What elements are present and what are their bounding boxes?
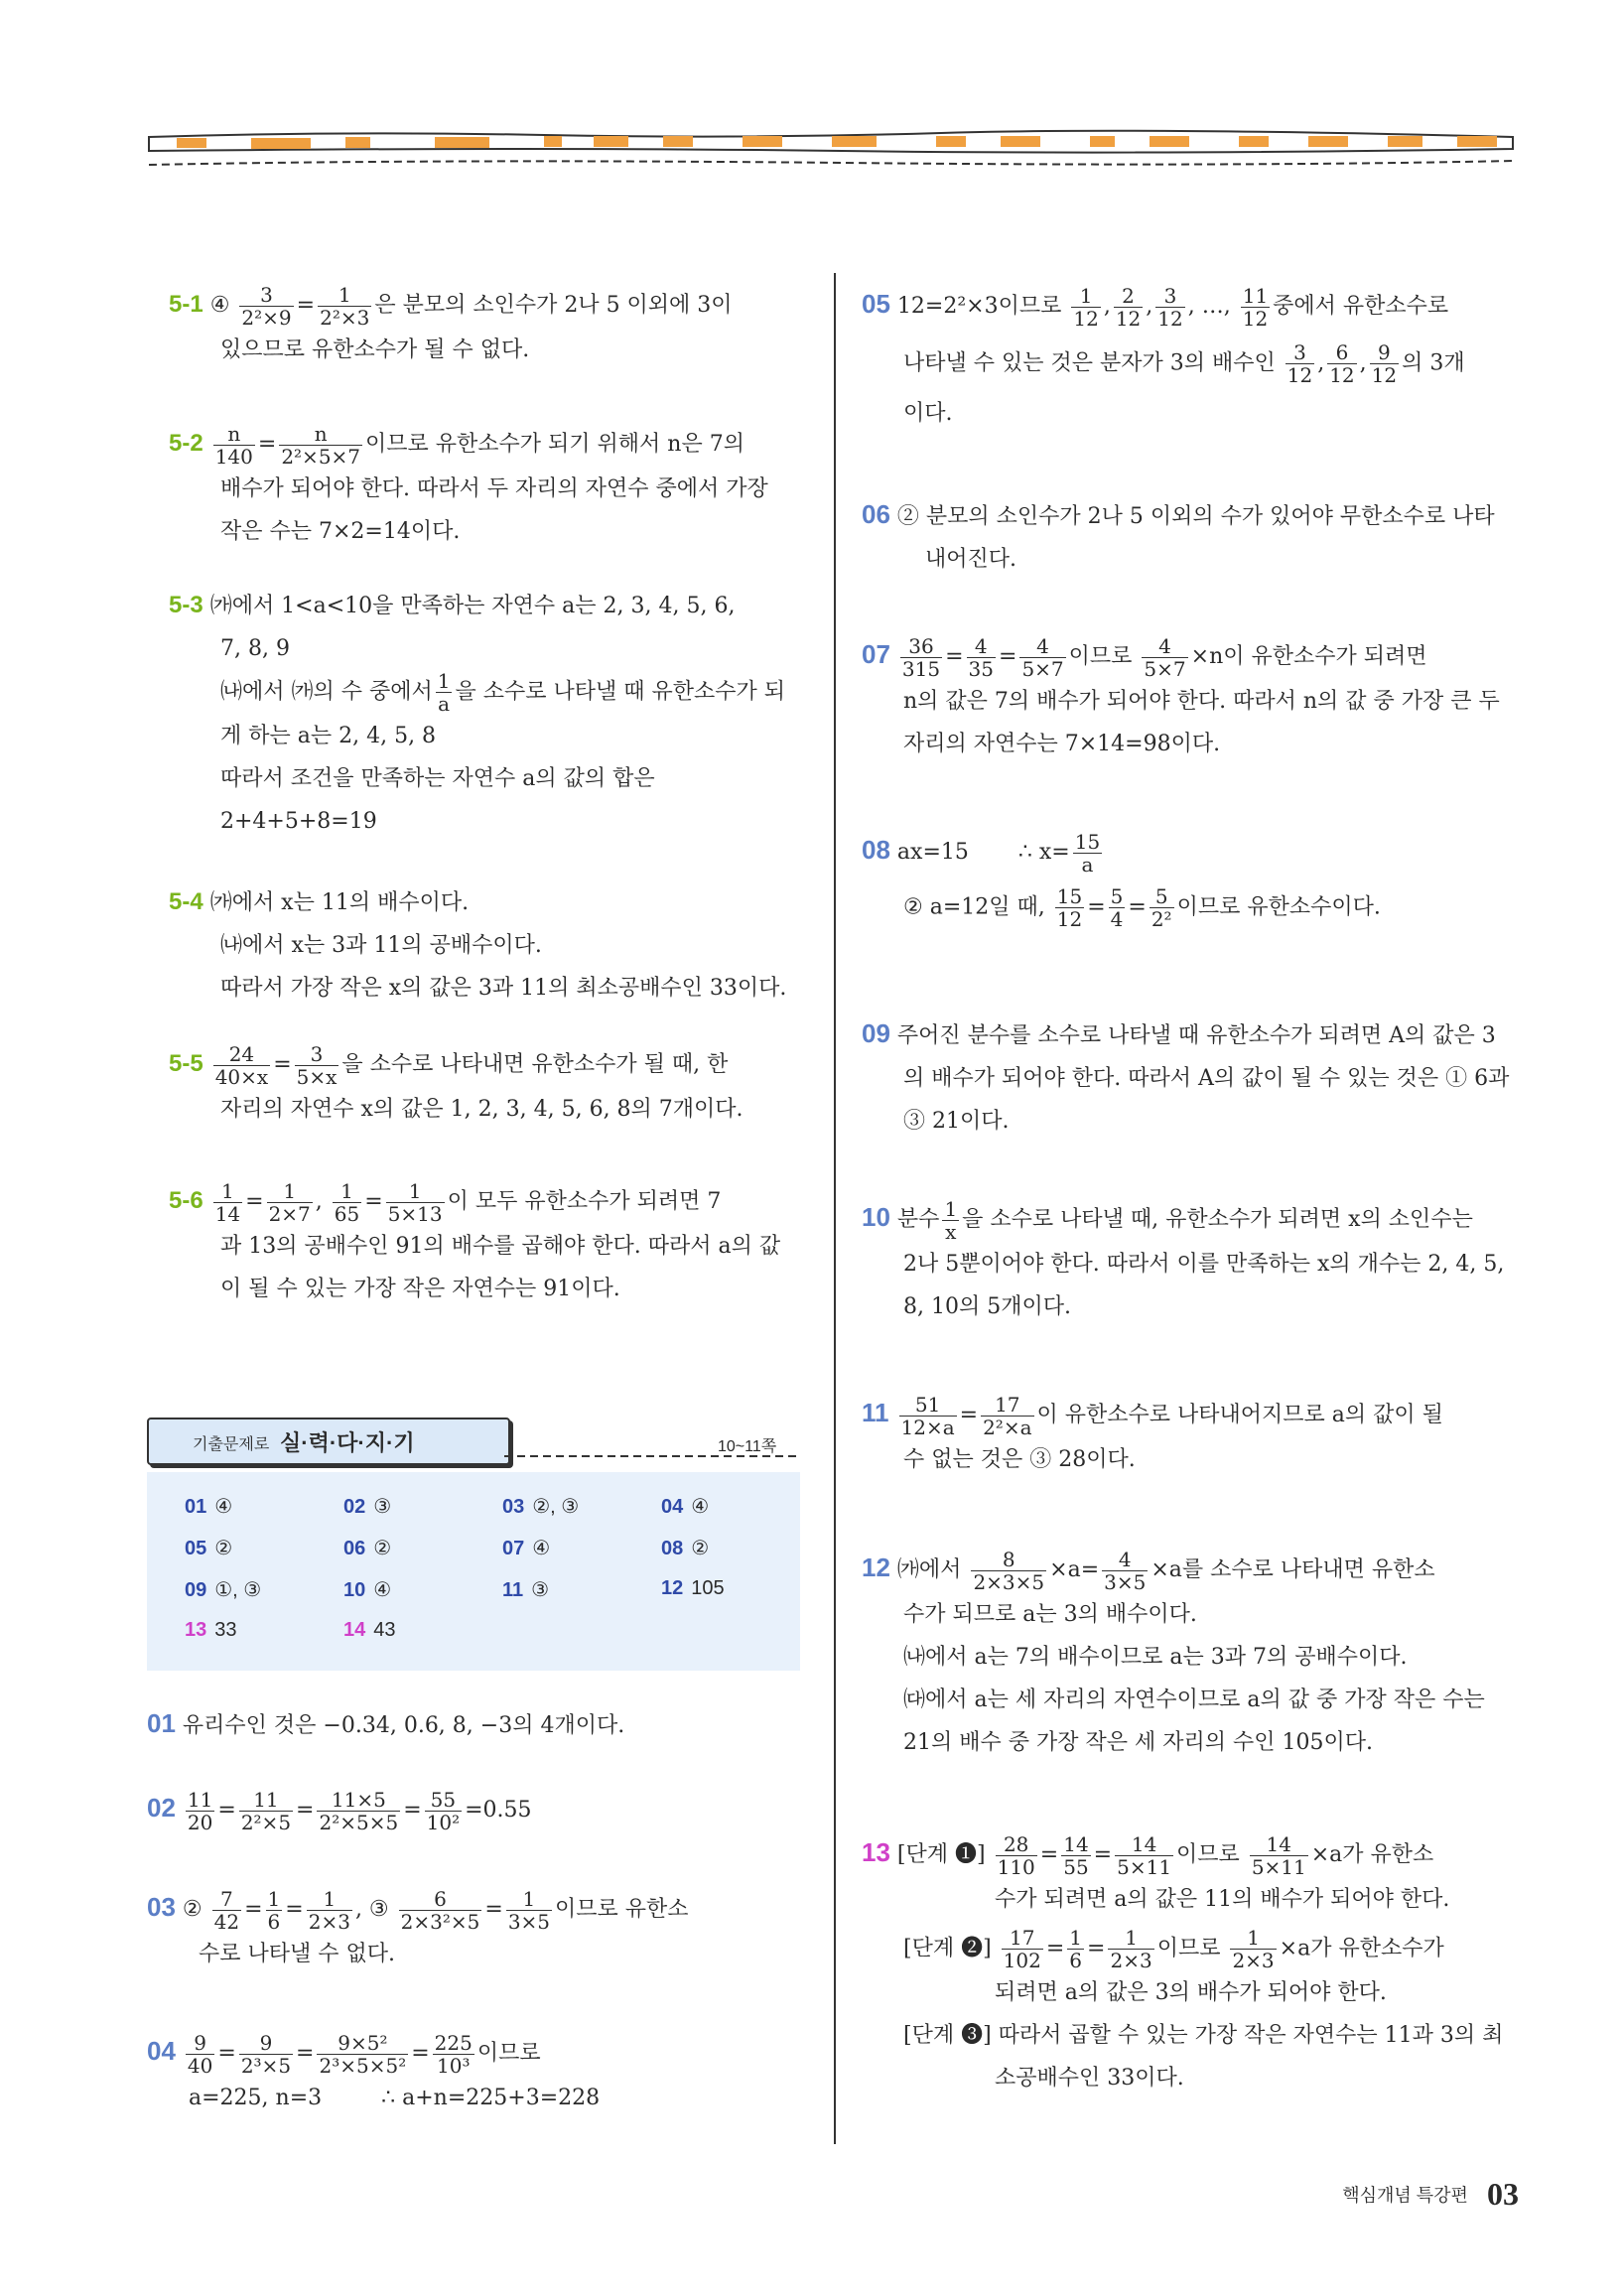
- text: 2+4+5+8=19: [220, 809, 377, 834]
- fraction: $\frac{14}{5\times 11}$: [1251, 1831, 1306, 1879]
- fraction: $\frac{9}{\text{2³×5}}$: [240, 2030, 292, 2078]
- text: 자리의 자연수 x의 값은 1, 2, 3, 4, 5, 6, 8의 7개이다.: [220, 1096, 744, 1122]
- column-divider: [834, 273, 836, 2144]
- text: 수 없는 것은 ③ 28이다.: [903, 1446, 1136, 1472]
- solution-5-5: 5-5 $\frac{24}{40\times x}$ = $\frac{3}{5\times x}$ 을 소수로 나타내면 유한소수가 될 때, 한 자리의 자연수 x의 값은 1, 2, 3, 4, 5, 6, 8의 7개이다.: [169, 1042, 804, 1131]
- fraction: $\frac{4}{35}$: [968, 633, 994, 681]
- step-label: [단계 ❸]: [903, 2022, 992, 2048]
- fraction: $\frac{1}{2\times 3}$: [308, 1886, 350, 1934]
- text-line: [단계 ❸] 따라서 곱할 수 있는 가장 작은 자연수는 11과 3의 최: [903, 2022, 1504, 2048]
- fraction: $\frac{1}{\text{2²×3}}$: [320, 282, 370, 330]
- step-label: [단계 ❷]: [903, 1936, 992, 1960]
- item-number: 12: [862, 1553, 890, 1582]
- item-number: 5-4: [169, 888, 203, 915]
- text: 이므로 유한소: [555, 1897, 689, 1922]
- text: 수로 나타낼 수 없다.: [199, 1941, 395, 1966]
- fraction: $\frac{14}{55}$: [1063, 1831, 1089, 1879]
- fraction: $\frac{1}{2\times 7}$: [268, 1178, 311, 1226]
- text-line: ② a=12일 때, $\frac{15}{12}$ = $\frac{5}{4}$ = $\frac{5}{\text{2²}}$ 이므로 유한소수이다.: [903, 883, 1381, 931]
- solution-09: [862, 1013, 1517, 1143]
- text: 2나 5뿐이어야 한다. 따라서 이를 만족하는 x의 개수는 2, 4, 5,: [903, 1251, 1505, 1277]
- answer-05: 05 ②: [185, 1538, 233, 1559]
- item-number: 5-2: [169, 430, 203, 457]
- fraction: $\frac{1}{12}$: [1073, 283, 1099, 331]
- fraction: $\frac{1}{a}$: [437, 669, 451, 716]
- fraction: $\frac{5}{\text{2²}}$: [1150, 883, 1172, 931]
- item-number: 10: [862, 1202, 890, 1232]
- page-number: 03: [1487, 2176, 1519, 2212]
- fraction: $\frac{3}{12}$: [1157, 283, 1183, 331]
- header-decoration: [147, 127, 1517, 179]
- solution-12: 12 ㈎에서 $\frac{8}{2\times 3\times 5}$ ×a= $\frac{4}{3\times 5}$ ×a를 소수로 나타내면 유한소 수가 되므로 a는 3의 배수이다. ㈏에서 a는 7의 배수이므로 a는 3과 7의 공배수이다. ㈐에서 a는 세 자리의 자연수이므로 a의 값 중 가장 작은 수는 21의 배수 중 가장 작은 세 자리의 수인 105이다.: [862, 1547, 1517, 1764]
- text: ㈐에서 a는 세 자리의 자연수이므로 a의 값 중 가장 작은 수는: [903, 1687, 1485, 1712]
- text: =0.55: [465, 1798, 532, 1823]
- item-number: 08: [862, 835, 890, 865]
- page-footer: [1271, 2176, 1519, 2213]
- solution-06: [862, 493, 1517, 581]
- solution-5-4: [169, 880, 804, 1010]
- text: 있으므로 유한소수가 될 수 없다.: [220, 337, 530, 362]
- text: 21의 배수 중 가장 작은 세 자리의 수인 105이다.: [903, 1729, 1373, 1755]
- solution-5-6: 5-6 $\frac{1}{14}$ = $\frac{1}{2\times 7}$ , $\frac{1}{65}$ = $\frac{1}{5\times 13}$ 이 모두 유한소수가 되려면 7 과 13의 공배수인 91의 배수를 곱해야 한다. 따라서 a의 값 이 될 수 있는 가장 작은 자연수는 91이다.: [169, 1179, 804, 1310]
- answer-02: 02 ③: [343, 1496, 392, 1518]
- fraction: $\frac{55}{\text{10²}}$: [426, 1787, 461, 1834]
- fraction: $\frac{6}{12}$: [1329, 339, 1355, 387]
- item-number: 03: [147, 1892, 176, 1922]
- answer-grid: [147, 1472, 800, 1671]
- text: ② 분모의 소인수가 2나 5 이외의 수가 있어야 무한소수로 나타: [896, 504, 1495, 529]
- item-number: 09: [862, 1018, 890, 1048]
- solution-08: 08 ax=15 ∴ x= $\frac{15}{a}$ ② a=12일 때, $\frac{15}{12}$ = $\frac{5}{4}$ = $\frac{5}{\text{2²}}$ 이므로 유한소수이다.: [862, 829, 1517, 930]
- text-line: ㈏에서 ㈎의 수 중에서 $\frac{1}{a}$ 을 소수로 나타낼 때 유한소수가 되: [220, 669, 785, 716]
- item-number: 02: [147, 1793, 176, 1823]
- text: 을 소수로 나타내면 유한소수가 될 때, 한: [341, 1052, 729, 1077]
- solution-01: [147, 1702, 804, 1747]
- text: 수가 되려면 a의 값은 11의 배수가 되어야 한다.: [995, 1886, 1450, 1912]
- text: 수가 되므로 a는 3의 배수이다.: [903, 1601, 1197, 1627]
- text: 의 배수가 되어야 한다. 따라서 A의 값이 될 수 있는 것은 ① 6과: [903, 1066, 1510, 1091]
- fraction: $\frac{11}{\text{2²×5}}$: [240, 1787, 292, 1834]
- fraction: $\frac{1}{65}$: [334, 1178, 360, 1226]
- text-line: [단계 ❷] $\frac{17}{102}$ = $\frac{1}{6}$ = $\frac{1}{2\times 3}$ 이므로 $\frac{1}{2\times 3}$ ×a가 유한소수가: [903, 1925, 1444, 1972]
- text: 작은 수는 7×2=14이다.: [220, 518, 461, 544]
- text: ㈏에서 a는 7의 배수이므로 a는 3과 7의 공배수이다.: [903, 1644, 1408, 1670]
- text: 이 모두 유한소수가 되려면 7: [447, 1189, 722, 1214]
- title-big: 실·력·다·지·기: [280, 1430, 415, 1455]
- fraction: $\frac{28}{110}$: [997, 1831, 1035, 1879]
- text: ㈏에서 x는 3과 11의 공배수이다.: [220, 933, 542, 958]
- answer-13: 13 33: [185, 1619, 237, 1641]
- solution-05: 05 12=2²×3이므로 $\frac{1}{12}$ , $\frac{2}{12}$ , $\frac{3}{12}$ , …, $\frac{11}{12}$ 중에서 유한소수로 나타낼 수 있는 것은 분자가 3의 배수인 $\frac{3}{12}$ , $\frac{6}{12}$ , $\frac{9}{12}$ 의 3개 이다.: [862, 283, 1517, 435]
- solution-5-1: 5-1 ④ $\frac{3}{\text{2²×9}}$ = $\frac{1}{\text{2²×3}}$ 은 분모의 소인수가 2나 5 이외에 3이 있으므로 유한소수가 될 수 없다.: [169, 283, 804, 371]
- fraction: $\frac{1}{6}$: [267, 1886, 281, 1934]
- item-number: 5-3: [169, 592, 203, 618]
- answer-12: 12 105: [661, 1577, 725, 1599]
- answer-01: 01 ④: [185, 1496, 233, 1518]
- fraction: $\frac{51}{12\times a}$: [900, 1392, 955, 1439]
- answer-14: 14 43: [343, 1619, 396, 1641]
- text: 이 될 수 있는 가장 작은 자연수는 91이다.: [220, 1276, 620, 1301]
- text: 따라서 조건을 만족하는 자연수 a의 값의 합은: [220, 766, 655, 791]
- item-number: 07: [862, 639, 890, 669]
- fraction: $\frac{17}{\text{2²×a}}$: [983, 1392, 1032, 1439]
- fraction: $\frac{11\times 5}{\text{2²×5×5}}$: [319, 1787, 399, 1834]
- answer-06: 06 ②: [343, 1538, 392, 1559]
- fraction: $\frac{3}{\text{2²×9}}$: [241, 282, 292, 330]
- text-line: 나타낼 수 있는 것은 분자가 3의 배수인 $\frac{3}{12}$ , $\frac{6}{12}$ , $\frac{9}{12}$ 의 3개: [903, 339, 1465, 387]
- dashed-rule: [504, 1452, 800, 1460]
- text: 따라서 가장 작은 x의 값은 3과 11의 최소공배수인 33이다.: [220, 976, 787, 1001]
- answer-key-title: [147, 1418, 510, 1465]
- title-small: 기출문제로: [193, 1436, 270, 1453]
- fraction: $\frac{14}{5\times 11}$: [1117, 1831, 1172, 1879]
- item-number: 04: [147, 2036, 176, 2066]
- answer-09: 09 ①, ③: [185, 1579, 262, 1601]
- item-number: 5-5: [169, 1050, 203, 1077]
- answer-07: 07 ④: [502, 1538, 551, 1559]
- footer-label: 핵심개념 특강편: [1342, 2185, 1468, 2206]
- fraction: $\frac{15}{12}$: [1056, 883, 1083, 931]
- item-number: 13: [862, 1837, 890, 1867]
- fraction: $\frac{1}{x}$: [944, 1196, 958, 1244]
- fraction: $\frac{8}{2\times 3\times 5}$: [973, 1547, 1045, 1594]
- solution-13: 13 [단계 ❶] $\frac{28}{110}$ = $\frac{14}{55}$ = $\frac{14}{5\times 11}$ 이므로 $\frac{14}{5\times 11}$ ×a가 유한소 수가 되려면 a의 값은 11의 배수가 되어야 한다. [단계 ❷] $\frac{17}{102}$ = $\frac{1}{6}$ = $\frac{1}{2\times 3}$ 이므로 $\frac{1}{2\times 3}$ ×a가 유한소수가 되려면 a의 값은 3의 배수가 되어야 한다. [단계 ❸] 따라서 곱할 수 있는 가장 작은 자연수는 11과 3의 최 소공배수인 33이다.: [862, 1831, 1517, 2099]
- fraction: $\frac{9}{12}$: [1371, 339, 1398, 387]
- fraction: $\frac{1}{2\times 3}$: [1110, 1925, 1152, 1972]
- fraction: $\frac{4}{5\times 7}$: [1144, 633, 1186, 681]
- text: 7, 8, 9: [220, 636, 290, 661]
- fraction: $\frac{4}{3\times 5}$: [1104, 1547, 1147, 1594]
- fraction: $\frac{6}{\text{2×3²×5}}$: [400, 1886, 480, 1934]
- text: 게 하는 a는 2, 4, 5, 8: [220, 724, 437, 748]
- fraction: $\frac{4}{5\times 7}$: [1021, 633, 1064, 681]
- fraction: $\frac{7}{42}$: [213, 1886, 240, 1934]
- fraction: $\frac{5}{4}$: [1110, 883, 1124, 931]
- text: 주어진 분수를 소수로 나타낼 때 유한소수가 되려면 A의 값은 3: [896, 1023, 1496, 1048]
- fraction: $\frac{3}{12}$: [1286, 339, 1313, 387]
- fraction: $\frac{2}{12}$: [1115, 283, 1142, 331]
- text: ③ 21이다.: [903, 1109, 1010, 1134]
- page-range: 10~11쪽: [718, 1438, 777, 1455]
- solution-03: 03 ② $\frac{7}{42}$ = $\frac{1}{6}$ = $\frac{1}{2\times 3}$ , ③ $\frac{6}{\text{2×3²×5}}$ = $\frac{1}{3\times 5}$ 이므로 유한소 수로 나타낼 수 없다.: [147, 1886, 804, 1975]
- answer-key-box: [147, 1418, 800, 1666]
- item-number: 05: [862, 289, 890, 319]
- fraction: $\frac{17}{102}$: [1003, 1925, 1041, 1972]
- text: 과 13의 공배수인 91의 배수를 곱해야 한다. 따라서 a의 값: [220, 1233, 781, 1259]
- item-number: 5-1: [169, 291, 203, 318]
- fraction: $\frac{9}{40}$: [187, 2030, 213, 2078]
- text: ㈎에서 x는 11의 배수이다.: [209, 890, 470, 915]
- fraction: $\frac{36}{315}$: [901, 633, 941, 681]
- fraction: $\frac{1}{3\times 5}$: [507, 1886, 551, 1934]
- solution-02: 02 $\frac{11}{20}$ = $\frac{11}{\text{2²×5}}$ = $\frac{11\times 5}{\text{2²×5×5}}$ = $\frac{55}{\text{10²}}$ =0.55: [147, 1787, 532, 1834]
- fraction: $\frac{n}{140}$: [214, 421, 253, 469]
- fraction: $\frac{11}{12}$: [1242, 283, 1269, 331]
- fraction: $\frac{1}{6}$: [1069, 1925, 1083, 1972]
- solution-10: 10 분수 $\frac{1}{x}$ 을 소수로 나타낼 때, 유한소수가 되려면 x의 소인수는 2나 5뿐이어야 한다. 따라서 이를 만족하는 x의 개수는 2, 4, 5, 8, 10의 5개이다.: [862, 1196, 1517, 1328]
- text: 내어진다.: [925, 547, 1017, 572]
- answer-03: 03 ②, ③: [502, 1496, 580, 1518]
- fraction: $\frac{3}{5\times x}$: [296, 1041, 338, 1089]
- fraction: $\frac{11}{20}$: [187, 1787, 213, 1834]
- choice: ④: [209, 293, 230, 318]
- item-number: 11: [862, 1398, 889, 1427]
- answer-11: 11 ③: [502, 1579, 550, 1601]
- fraction: $\frac{1}{2\times 3}$: [1232, 1925, 1275, 1972]
- text: 이므로 유한소수가 되기 위해서 n은 7의: [365, 432, 744, 457]
- solution-07: 07 $\frac{36}{315}$ = $\frac{4}{35}$ = $\frac{4}{5\times 7}$ 이므로 $\frac{4}{5\times 7}$ ×n이 유한소수가 되려면 n의 값은 7의 배수가 되어야 한다. 따라서 n의 값 중 가장 큰 두 자리의 자연수는 7×14=98이다.: [862, 633, 1517, 765]
- solution-04: 04 $\frac{9}{40}$ = $\frac{9}{\text{2³×5}}$ = $\frac{\text{9×5²}}{\text{2³×5×5²}}$ = $\frac{225}{\text{10³}}$ 이므로 a=225, n=3 ∴ a+n=225+3=228: [147, 2030, 804, 2119]
- item-number: 06: [862, 499, 890, 529]
- text: 자리의 자연수는 7×14=98이다.: [903, 731, 1221, 756]
- item-number: 5-6: [169, 1187, 203, 1214]
- fraction: $\frac{225}{\text{10³}}$: [434, 2030, 473, 2078]
- text: 되려면 a의 값은 3의 배수가 되어야 한다.: [995, 1979, 1387, 2005]
- text-line: a=225, n=3 ∴ a+n=225+3=228: [189, 2085, 601, 2110]
- text: 은 분모의 소인수가 2나 5 이외에 3이: [374, 293, 733, 318]
- fraction: $\frac{1}{5\times 13}$: [387, 1178, 443, 1226]
- fraction: $\frac{n}{\text{2²×5×7}}$: [281, 421, 361, 469]
- solution-5-3: [169, 584, 804, 843]
- text: ㈎에서 1<a<10을 만족하는 자연수 a는 2, 3, 4, 5, 6,: [209, 594, 736, 618]
- step-label: [단계 ❶]: [896, 1842, 986, 1867]
- fraction: $\frac{15}{a}$: [1074, 829, 1101, 877]
- solution-11: 11 $\frac{51}{12\times a}$ = $\frac{17}{\text{2²×a}}$ 이 유한소수로 나타내어지므로 a의 값이 될 수 없는 것은 ③ 28이다.: [862, 1392, 1517, 1481]
- text: 유리수인 것은 −0.34, 0.6, 8, −3의 4개이다.: [182, 1713, 625, 1738]
- text: 소공배수인 33이다.: [995, 2065, 1184, 2091]
- answer-08: 08 ②: [661, 1538, 710, 1559]
- fraction: $\frac{24}{40\times x}$: [214, 1041, 269, 1089]
- item-number: 01: [147, 1708, 176, 1738]
- fraction: $\frac{\text{9×5²}}{\text{2³×5×5²}}$: [319, 2030, 407, 2078]
- fraction: $\frac{1}{14}$: [214, 1178, 241, 1226]
- text: 이므로: [476, 2041, 541, 2066]
- text: 배수가 되어야 한다. 따라서 두 자리의 자연수 중에서 가장: [220, 475, 768, 501]
- solution-5-2: 5-2 $\frac{n}{140}$ = $\frac{n}{\text{2²×5×7}}$ 이므로 유한소수가 되기 위해서 n은 7의 배수가 되어야 한다. 따라서 두 자리의 자연수 중에서 가장 작은 수는 7×2=14이다.: [169, 422, 804, 553]
- text: 8, 10의 5개이다.: [903, 1293, 1071, 1319]
- answer-04: 04 ④: [661, 1496, 710, 1518]
- text: n의 값은 7의 배수가 되어야 한다. 따라서 n의 값 중 가장 큰 두: [903, 688, 1500, 714]
- answer-10: 10 ④: [343, 1579, 392, 1601]
- text: 이다.: [903, 400, 953, 426]
